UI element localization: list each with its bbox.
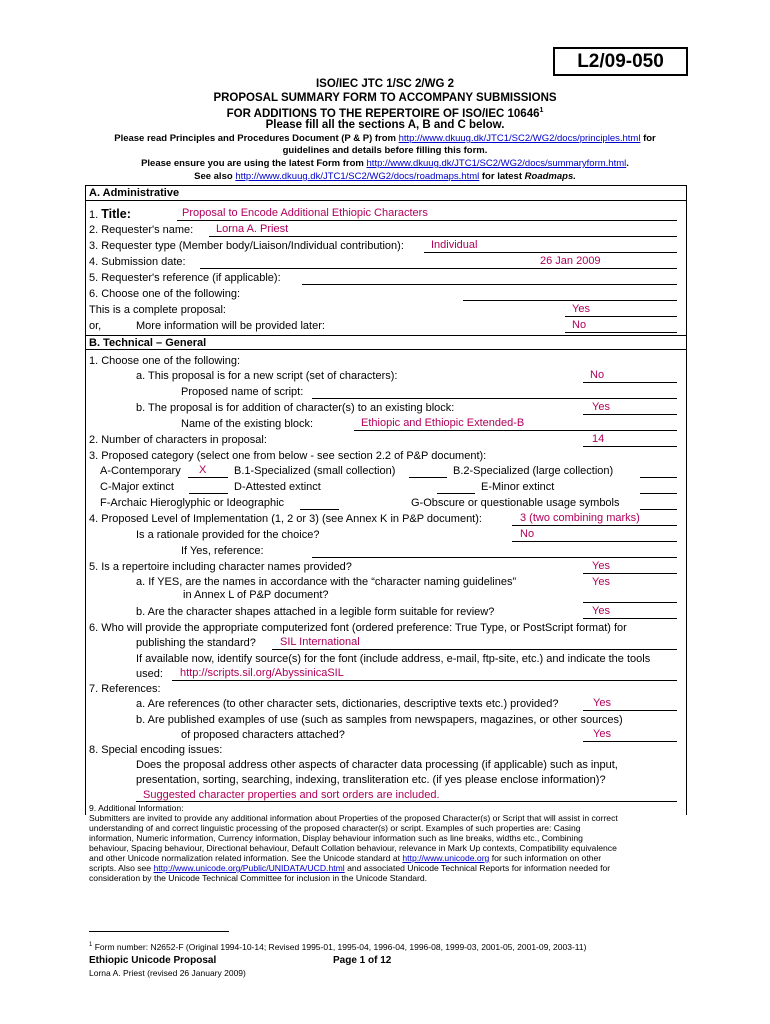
header-line3: FOR ADDITIONS TO THE REPERTOIRE OF ISO/IEC 10646$^1$: [226, 107, 544, 120]
category-f-field[interactable]: [300, 509, 339, 510]
category-c-field[interactable]: [189, 493, 228, 494]
b-q8-label: 8. Special encoding issues:: [89, 744, 223, 756]
roadmaps-link[interactable]: http://www.dkuug.dk/JTC1/SC2/WG2/docs/roadmaps.html: [235, 171, 480, 182]
b-q5a-label: a. If YES, are the names in accordance with the “character naming guidelines”: [136, 576, 517, 588]
category-b1-field[interactable]: [409, 477, 447, 478]
a-q3-answer[interactable]: Individual: [431, 239, 478, 251]
header-line1: ISO/IEC JTC 1/SC 2/WG 2: [315, 78, 455, 90]
b-q1b-block-answer[interactable]: Ethiopic and Ethiopic Extended-B: [361, 417, 525, 429]
b-q4-ref-label: If Yes, reference:: [181, 545, 264, 557]
b-q7-label: 7. References:: [89, 683, 161, 695]
b-q2-label: 2. Number of characters in proposal:: [89, 434, 267, 446]
b-q4-answer[interactable]: 3 (two combining marks): [520, 512, 640, 524]
a-q6b-label: More information will be provided later:: [136, 320, 325, 332]
footer-doc-title: Ethiopic Unicode Proposal: [89, 955, 217, 966]
b-q8-answer[interactable]: Suggested character properties and sort orders are included.: [143, 789, 440, 801]
category-b2-field[interactable]: [640, 477, 677, 478]
a-q6b-or: or,: [89, 320, 102, 332]
category-c-label: C-Major extinct: [100, 481, 174, 493]
category-d-field[interactable]: [437, 493, 475, 494]
header-line2: PROPOSAL SUMMARY FORM TO ACCOMPANY SUBMISSIONS: [213, 92, 557, 104]
b-q5a-answer[interactable]: Yes: [592, 576, 610, 588]
b-q6-used-label: used:: [136, 668, 163, 680]
b-q3-label: 3. Proposed category (select one from below - see section 2.2 of P&P document):: [89, 450, 487, 462]
latest-form-note: Please ensure you are using the latest Form from http://www.dkuug.dk/JTC1/SC2/WG2/docs/summaryform.html.: [141, 158, 629, 169]
a-q6a-label: This is a complete proposal:: [89, 304, 226, 316]
footnote: $^1$ Form number: N2652-F (Original 1994-10-14; Revised 1995-01, 1995-04, 1996-04, 1996-08, 1999-03, 2001-05, 2001-09, 2003-11): [89, 941, 587, 952]
b-q5a-label2: in Annex L of P&P document?: [183, 589, 329, 601]
principles-note-line2: guidelines and details before filling this form.: [282, 145, 488, 156]
a-q3-label: 3. Requester type (Member body/Liaison/Individual contribution):: [89, 240, 404, 252]
b-q1b-answer[interactable]: Yes: [592, 401, 610, 413]
category-e-label: E-Minor extinct: [481, 481, 555, 493]
b-q5b-label: b. Are the character shapes attached in a legible form suitable for review?: [136, 606, 495, 618]
principles-link[interactable]: http://www.dkuug.dk/JTC1/SC2/WG2/docs/principles.html: [398, 133, 641, 144]
b-q6-label: 6. Who will provide the appropriate computerized font (ordered preference: True Type, or PostScript format) for: [89, 622, 627, 634]
a-q6a-answer[interactable]: Yes: [572, 303, 590, 315]
ucd-link[interactable]: http://www.unicode.org/Public/UNIDATA/UCD.html: [153, 863, 345, 873]
b-q1-label: 1. Choose one of the following:: [89, 355, 241, 367]
a-q5-label: 5. Requester's reference (if applicable):: [89, 272, 281, 284]
b-q5-label: 5. Is a repertoire including character names provided?: [89, 561, 352, 573]
document-id: L2/09-050: [553, 47, 688, 76]
b-q1a-name-label: Proposed name of script:: [181, 386, 304, 398]
b-q2-answer[interactable]: 14: [592, 433, 605, 445]
b-q6-label2: publishing the standard?: [136, 637, 256, 649]
b-q6-source-label: If available now, identify source(s) for the font (include address, e-mail, ftp-site, etc.) and indicate the tools: [136, 653, 651, 665]
principles-note: Please read Principles and Procedures Document (P & P) from http://www.dkuug.dk/JTC1/SC2/WG2/docs/principles.html for: [114, 133, 656, 144]
b-q5-answer[interactable]: Yes: [592, 560, 610, 572]
header-instruction: Please fill all the sections A, B and C below.: [265, 119, 505, 131]
b-q6-answer[interactable]: SIL International: [280, 636, 360, 648]
a-q4-answer[interactable]: 26 Jan 2009: [540, 255, 601, 267]
b-q7a-answer[interactable]: Yes: [593, 697, 611, 709]
a-q1-label: 1. Title:: [89, 207, 131, 221]
b-q8-text1: Does the proposal address other aspects of character data processing (if applicable) such as input,: [136, 759, 618, 771]
b-q9-text1: Submitters are invited to provide any additional information about Properties of the proposed Character(s) or Script that will assist in correct: [89, 813, 618, 823]
a-q6b-answer[interactable]: No: [572, 319, 587, 331]
section-b-title: B. Technical – General: [85, 335, 687, 350]
a-q2-answer[interactable]: Lorna A. Priest: [216, 223, 289, 235]
category-a-label: A-Contemporary: [100, 465, 181, 477]
category-g-label: G-Obscure or questionable usage symbols: [411, 497, 620, 509]
category-e-field[interactable]: [640, 493, 677, 494]
b-q1b-label: b. The proposal is for addition of character(s) to an existing block:: [136, 402, 455, 414]
category-b2-label: B.2-Specialized (large collection): [453, 465, 614, 477]
footer-page-number: Page 1 of 12: [333, 955, 392, 966]
b-q4-rationale-label: Is a rationale provided for the choice?: [136, 529, 320, 541]
b-q4-label: 4. Proposed Level of Implementation (1, 2 or 3) (see Annex K in P&P document):: [89, 513, 482, 525]
b-q1a-label: a. This proposal is for a new script (set of characters):: [136, 370, 398, 382]
a-q6-label: 6. Choose one of the following:: [89, 288, 241, 300]
b-q1a-answer[interactable]: No: [590, 369, 605, 381]
b-q7b-label: b. Are published examples of use (such as samples from newspapers, magazines, or other sources): [136, 714, 623, 726]
b-q6-used-answer[interactable]: http://scripts.sil.org/AbyssinicaSIL: [180, 667, 344, 679]
b-q9-text2: understanding of and correct linguistic processing of the proposed character(s) or script. Examples of such properties are: Casing: [89, 823, 581, 833]
b-q7b-label2: of proposed characters attached?: [181, 729, 345, 741]
category-g-field[interactable]: [640, 509, 677, 510]
a-q1-answer[interactable]: Proposal to Encode Additional Ethiopic Characters: [182, 207, 428, 219]
b-q1b-block-label: Name of the existing block:: [181, 418, 314, 430]
category-b1-label: B.1-Specialized (small collection): [234, 465, 396, 477]
b-q9-text6: scripts. Also see http://www.unicode.org/Public/UNIDATA/UCD.html and associated Unicode Technical Reports for information needed for: [89, 863, 611, 873]
b-q9-text3: information, Numeric information, Currency information, Display behaviour information such as line breaks, widths etc., Combining: [89, 833, 583, 843]
a-q4-label: 4. Submission date:: [89, 256, 186, 268]
footnote-divider: [89, 931, 229, 932]
b-q7a-label: a. Are references (to other character sets, dictionaries, descriptive texts etc.) provided?: [136, 698, 559, 710]
b-q8-text2: presentation, sorting, searching, indexing, transliteration etc. (if yes please enclose information)?: [136, 774, 606, 786]
b-q5b-answer[interactable]: Yes: [592, 605, 610, 617]
unicode-link[interactable]: http://www.unicode.org: [402, 853, 490, 863]
b-q4-rationale-answer[interactable]: No: [520, 528, 535, 540]
b-q9-text5: and other Unicode normalization related information. See the Unicode standard at http://www.unicode.org for such information on other: [89, 853, 602, 863]
b-q9-text7: consideration by the Unicode Technical Committee for inclusion in the Unicode Standard.: [89, 873, 428, 883]
b-q9-text4: behaviour, Spacing behaviour, Directional behaviour, Default Collation behaviour, relevance in Mark Up contexts, Compatibility equivalence: [89, 843, 617, 853]
a-q2-label: 2. Requester's name:: [89, 224, 194, 236]
footer-author: Lorna A. Priest (revised 26 January 2009): [89, 968, 246, 978]
roadmaps-note: See also http://www.dkuug.dk/JTC1/SC2/WG2/docs/roadmaps.html for latest Roadmaps.: [194, 171, 576, 182]
summary-form-link[interactable]: http://www.dkuug.dk/JTC1/SC2/WG2/docs/summaryform.html: [366, 158, 627, 169]
section-a-title: A. Administrative: [85, 185, 687, 200]
category-f-label: F-Archaic Hieroglyphic or Ideographic: [100, 497, 285, 509]
b-q7b-answer[interactable]: Yes: [593, 728, 611, 740]
b-q9-title: 9. Additional Information:: [89, 803, 184, 813]
category-d-label: D-Attested extinct: [234, 481, 321, 493]
category-a-answer[interactable]: X: [199, 464, 207, 476]
